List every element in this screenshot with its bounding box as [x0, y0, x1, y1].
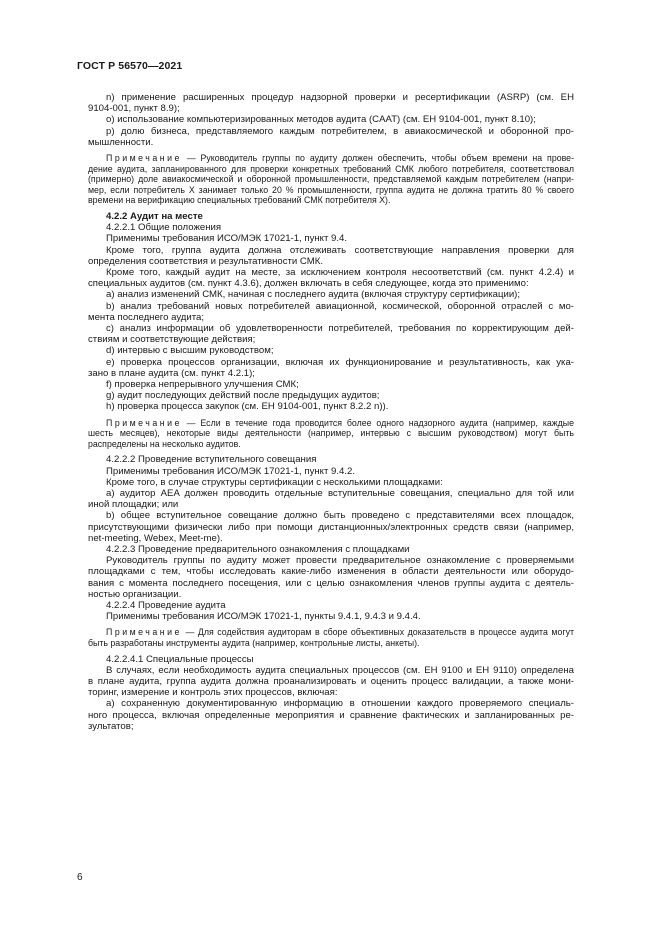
text-line: Кроме того, группа аудита должна отслеживать соответствующие направления проверки для — [106, 244, 574, 256]
text-line: e) проверка процессов организации, включая их функционирование и результативность, как ука- — [106, 356, 574, 368]
text-line: В случаях, если необходимость аудита специальных процессов (см. ЕН 9100 и ЕН 9110) определена — [106, 664, 574, 676]
text-line: Применимы требования ИСО/МЭК 17021-1, пункт 9.4. — [106, 233, 348, 245]
text-line: иной площадки; или — [88, 499, 179, 511]
text-line: net-meeting, Webex, Meet-me). — [88, 532, 223, 544]
text-line: 4.2.2 Аудит на месте — [106, 210, 203, 222]
text-line: торинг, измерение и контроль этих процессов, включая: — [88, 687, 338, 699]
text-line: n) применение расширенных процедур надзорной проверки и ресертификации (ASRP) (см. ЕН — [106, 92, 574, 103]
text-line: g) аудит последующих действий после предыдущих аудитов; — [106, 390, 380, 402]
text-line: a) анализ изменений СМК, начиная с последнего аудита (включая структуру сертификации); — [106, 289, 521, 301]
text-line: дение аудита, запланированного для проверки конкретных требований СМК любого потребителя, соответствовал — [88, 163, 574, 174]
text-line: 4.2.2.1 Общие положения — [106, 222, 222, 234]
text-line: 4.2.2.2 Проведение вступительного совещания — [106, 454, 317, 466]
text-line: 4.2.2.3 Проведение предварительного ознакомления с площадками — [106, 544, 410, 556]
note-text: — Руководитель группы по аудиту должен обеспечить, чтобы объем времени на прове- — [181, 153, 574, 164]
note-label: Примечание — [106, 627, 182, 638]
text-line: быть разработаны инструменты аудита (например, контрольные листы, анкеты). — [88, 638, 420, 649]
page-number: 6 — [77, 872, 83, 883]
text-line: в плане аудита, группа аудита должна проанализировать и оценить процесс валидации, а также мони- — [88, 676, 574, 688]
text-line: d) интервью с высшим руководством; — [106, 345, 274, 357]
text-line: o) использование компьютеризированных методов аудита (CAAT) (см. ЕН 9104-001, пункт 8.10); — [106, 114, 536, 126]
text-line: мышленности. — [88, 136, 154, 148]
text-line: времени на верификацию специальных требований СМК потребителя X). — [88, 195, 391, 206]
text-line — [88, 418, 574, 429]
text-line: 4.2.2.4 Проведение аудита — [106, 600, 226, 612]
text-line: Кроме того, каждый аудит на месте, за исключением контроля несоответствий (см. пункт 4.2.4) и — [106, 267, 574, 278]
text-line: b) анализ требований новых потребителей авиационной, космической, оборонной отраслей с мо- — [106, 300, 574, 312]
text-line: Применимы требования ИСО/МЭК 17021-1, пункт 9.4.2. — [106, 465, 356, 477]
text-line: специальных аудитов (см. пункт 4.3.6), должен включать в себя следующее, когда это применимо: — [88, 278, 529, 290]
text-line: b) общее вступительное совещание должно быть проведено с представителями всех площадок, — [106, 510, 574, 522]
text-line: (примерно) доле авиакосмической и оборонной промышленности, представляемой каждым потребителем (напри- — [88, 174, 574, 185]
note-label: Примечание — [106, 153, 182, 164]
text-line: 9104-001, пункт 8.9); — [88, 103, 180, 115]
text-line — [88, 627, 574, 638]
text-line: p) долю бизнеса, представляемого каждым потребителем, в авиакосмической и оборонной про- — [106, 125, 574, 137]
text-line: a) сохраненную документированную информацию в отношении каждого проверяемого специаль- — [106, 698, 574, 710]
text-line: ного процесса, включая определенные мероприятия и сравнение фактических и запланированных ре- — [88, 709, 574, 721]
document-body — [88, 92, 574, 732]
note-text: — Для содействия аудиторам в сборе объективных доказательств в процессе аудита могут — [181, 627, 574, 638]
text-line: мента последнего аудита; — [88, 311, 205, 323]
note-label: Примечание — [106, 417, 182, 428]
text-line: a) аудитор AEA должен проводить отдельные вступительные совещания, специально для той или — [106, 488, 574, 500]
text-line: определения соответствия и результативности СМК. — [88, 255, 323, 267]
text-line: ствиям и соответствующие действия; — [88, 334, 256, 346]
text-line: 4.2.2.4.1 Специальные процессы — [106, 653, 254, 665]
text-line: зано в плане аудита (см. пункт 4.2.1); — [88, 367, 255, 379]
text-line: распределены на несколько аудитов. — [88, 438, 241, 449]
note-text: — Если в течение года проводится более одного надзорного аудита (например, каждые — [181, 417, 574, 428]
text-line: мер, если потребитель X занимает только 20 % промышленности, группа аудита не должна тратить 80 % своего — [88, 184, 574, 195]
text-line: c) анализ информации об удовлетворенности потребителей, требования по корректирующим дей- — [106, 323, 574, 335]
text-line: Кроме того, в случае структуры сертификации с несколькими площадками: — [106, 476, 443, 488]
text-line: ностью организации. — [88, 588, 182, 600]
text-line: f) проверка непрерывного улучшения СМК; — [106, 379, 299, 391]
text-line: зультатов; — [88, 720, 134, 732]
text-line: шесть месяцев), некоторые виды деятельности (например, интервью с высшим руководством) могут быть — [88, 428, 574, 439]
text-line: Применимы требования ИСО/МЭК 17021-1, пункты 9.4.1, 9.4.3 и 9.4.4. — [106, 611, 421, 623]
text-line: h) проверка процесса закупок (см. ЕН 9104-001, пункт 8.2.2 n)). — [106, 401, 389, 413]
text-line: присутствующими физически либо при помощи дистанционных/электронных средств связи (например, — [88, 521, 574, 533]
text-line: Руководитель группы по аудиту может провести предварительное ознакомление с проверяемыми — [106, 555, 574, 567]
text-line — [88, 153, 574, 164]
text-line: вания с момента последнего посещения, или с целью ознакомления членов группы аудита с деятель- — [88, 577, 574, 589]
document-header: ГОСТ Р 56570—2021 — [77, 60, 183, 72]
text-line: площадками с тем, чтобы исследовать какие-либо изменения в области деятельности или оборудо- — [88, 566, 574, 578]
